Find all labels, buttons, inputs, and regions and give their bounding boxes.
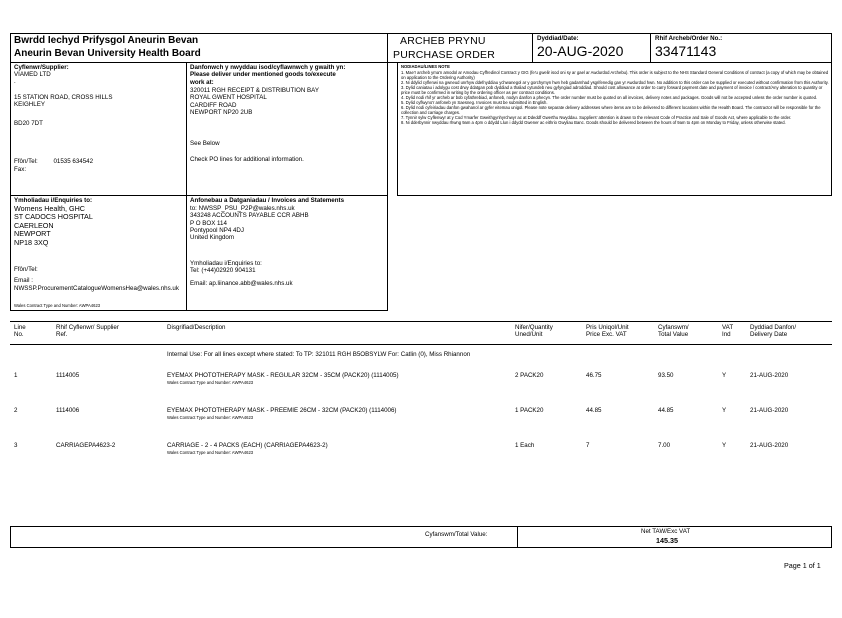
row-2-vat: Y [722, 407, 727, 414]
delivery-label-english: Please deliver under mentioned goods to/execute [190, 71, 336, 79]
invoices-label: Anfonebau a Datganiadau / Invoices and Statements [190, 197, 345, 204]
col-header-text: Line [14, 324, 26, 331]
order-number: 33471143 [655, 43, 717, 59]
supplier-line: BD20 7DT [14, 120, 43, 128]
row-2-qty: 1 PACK20 [515, 407, 544, 414]
enquiries-address [14, 205, 93, 247]
row-2-desc: EYEMAX PHOTOTHERAPY MASK - PREEMIE 26CM - 32CM (PACK20) (1114006) [167, 407, 397, 414]
col-header-qty [515, 324, 553, 339]
enquiries-email-label: Email : [14, 277, 33, 284]
col-header-vat [722, 324, 733, 339]
note-paragraph: 5. Dylid cyflwyno'r anfoneb yn Saesneg. Invoices must be submitted in English. [401, 100, 548, 105]
invoices-email[interactable]: Email: ap.liinance.abb@wales.nhs.uk [190, 279, 293, 287]
table-header-rule [10, 344, 832, 345]
supplier-phone [14, 158, 93, 165]
supplier-line: VIAMED LTD [14, 71, 51, 78]
phone-label: Ffôn/Tel: [14, 158, 38, 165]
col-header-total [658, 324, 689, 339]
org-name-welsh: Bwrdd Iechyd Prifysgol Aneurin Bevan [14, 35, 199, 46]
row-2-contract: Wales Contract Type and Number: AWPA4623 [167, 415, 254, 420]
enquiries-line: Womens Health, GHC [14, 204, 85, 213]
supplier-address [14, 71, 112, 127]
row-1-ref: 1114005 [56, 372, 80, 379]
row-1-no: 1 [14, 372, 18, 379]
order-date: 20-AUG-2020 [537, 43, 624, 59]
notes-text [401, 70, 829, 125]
supplier-line [14, 108, 112, 120]
enquiries-line: ST CADOCS HOSPITAL [14, 212, 93, 222]
note-paragraph: 2. Ni ddylid cyflenwi na gwneud unrhyw ddefnyddiau ychwanegol ar y gorchymyn hwn heb gadarnhad ysgrifenedig gan yr Awdurdod hwn. No addition to this order can be supplied or executed without confirmation from this Authority. [401, 80, 829, 85]
delivery-line: NEWPORT NP20 2UB [190, 108, 253, 116]
notes-title: NODIADAU/LINES NOTE [401, 64, 450, 69]
invoices-enq-label: Ymholiadau i/Enquiries to: [190, 260, 262, 267]
col-header-desc [167, 324, 225, 331]
supplier-fax-label: Fax: [14, 166, 27, 173]
row-1-price: 46.75 [586, 372, 602, 379]
row-2-no: 2 [14, 407, 18, 414]
net-total-value: 145.35 [656, 536, 678, 545]
delivery-label [190, 64, 345, 86]
supplier-line: KEIGHLEY [14, 100, 45, 108]
supplier-line: 15 STATION ROAD, CROSS HILLS [14, 93, 113, 101]
delivery-line: CARDIFF ROAD [190, 101, 237, 109]
org-name-english: Aneurin Bevan University Health Board [14, 48, 201, 59]
col-header-text: Total Value [658, 331, 689, 339]
note-paragraph: 8. Ni dderbynnir nwyddau rhwng 9am a 4pm o ddydd Llun i ddydd Gwener ac eithrio Gwyliau Banc. Goods should be delivered between the hours of 9am to 4pm on Monday to Friday, unless otherwise stated. [401, 120, 786, 125]
row-2-ref: 1114006 [56, 407, 80, 414]
enquiries-line: NEWPORT [14, 229, 51, 239]
totals-box [10, 526, 832, 548]
col-header-text: Ref. [56, 331, 68, 339]
invoices-enquiries [190, 260, 293, 287]
enquiries-contract-type: Wales Contract Type and Number: AWPA4623 [14, 303, 101, 308]
col-header-text: VAT [722, 324, 734, 331]
page-number: Page 1 of 1 [784, 561, 821, 570]
supplier-line: . [14, 78, 16, 86]
col-header-text: Price Exc. VAT [586, 331, 627, 339]
invoices-line: 343248 ACCOUNTS PAYABLE CCR ABHB [190, 212, 309, 220]
invoices-line: Pontypool NP4 4DJ [190, 226, 244, 234]
enquiries-line: NP18 3XQ [14, 237, 49, 247]
row-3-price: 7 [586, 442, 590, 449]
note-paragraph: 4. Dylid nodi rhif yr archeb ar bob cyfathrebiad, anfoneb, nodyn danfon a phecyn. The order number must be quoted on all invoices, delivery notes and packages. Goods will not be accepted unless the order number is quoted. [401, 95, 818, 100]
row-3-no: 3 [14, 442, 18, 449]
col-header-date [750, 324, 796, 339]
check-po-lines: Check PO lines for additional information. [190, 156, 304, 163]
row-1-date: 21-AUG-2020 [750, 372, 789, 379]
row-3-desc: CARRIAGE - 2 - 4 PACKS (EACH) (CARRIAGEPA4623-2) [167, 442, 328, 449]
row-1-desc: EYEMAX PHOTOTHERAPY MASK - REGULAR 32CM - 35CM (PACK20) (1114005) [167, 372, 399, 379]
delivery-label-welsh: Danfonwch y nwyddau isod/cyflawnwch y gwaith yn: [190, 64, 346, 71]
col-header-text: Rhif Cyflenwr/ Supplier [56, 324, 119, 331]
row-3-contract: Wales Contract Type and Number: AWPA4623 [167, 450, 254, 455]
row-3-ref: CARRIAGEPA4623-2 [56, 442, 116, 449]
note-paragraph: 1. Mae'r archeb yma'n amodol ar Amodau Cyffredinol Contract y GIG (fe'u gwelir isod oni sy ar gael ar Awdurdod Archebu). This order is subject to the NHS Standard General Conditions of contract (a copy of which may be obtained on application to the Ordering Authority) [401, 70, 829, 80]
col-header-line [14, 324, 26, 339]
col-header-text: Dyddiad Danfon/ [750, 324, 797, 331]
supplier-label: Cyflenwr/Supplier: [14, 64, 69, 71]
row-2-total: 44.85 [658, 407, 674, 414]
col-header-text: Uned/Unit [515, 331, 543, 339]
title-welsh: ARCHEB PRYNU [400, 35, 486, 47]
col-header-text: Cyfanswm/ [658, 324, 689, 331]
total-value-label: Cyfanswm/Total Value: [425, 531, 488, 538]
row-1-qty: 2 PACK20 [515, 372, 544, 379]
col-header-price [586, 324, 629, 339]
col-header-text: Delivery Date [750, 331, 788, 339]
col-header-text: Disgrifiad/Description [167, 324, 226, 331]
see-below: See Below [190, 140, 220, 147]
delivery-line: 320011 RGH RECEIPT & DISTRIBUTION BAY [190, 87, 319, 94]
note-paragraph: 6. Dylid nodi cyfeiriadau danfon gwahanol ar gyfer eitemau unigol. Please note separate delivery addresses where items are to be delivered to different locations within the Health Board. The contractor will be responsible for the collection and carriage charges. [401, 105, 821, 115]
enquiries-label: Ymholiadau i/Enquiries to: [14, 197, 93, 204]
col-header-text: Pris Uniqol/Unit [586, 324, 629, 331]
invoices-line: United Kingdom [190, 234, 235, 242]
invoices-line: to: NWSSP_PSU_P2P@wales.nhs.uk [190, 205, 295, 212]
col-header-text: Nifer/Quantity [515, 324, 553, 331]
enquiries-line: CAERLEON [14, 220, 54, 230]
net-exc-vat-label: Net TAW/Exc VAT [641, 528, 691, 535]
note-paragraph: 3. Dylid caniatau i adolygu cost drwy ddatgan pob dyddiad a thaliad cytundeb neu gyfyngiad adroddiad. Should cost allowance at order to carry forward payment date and payment of invoice / contract/Any alteration to quantity or price must be confirmed in writing by the ordering officer as per contract conditions. [401, 85, 823, 95]
invoices-tel: Tel: (+44)02920 904131 [190, 267, 256, 275]
enquiries-phone-label: Ffôn/Tel: [14, 266, 38, 273]
internal-use-note: Internal Use: For all lines except where stated: To TP: 321011 RGH B5OBSYLW For: Catlin (0), Miss Rhiannon [167, 351, 471, 358]
totals-divider [517, 526, 518, 548]
order-no-label: Rhif Archeb/Order No.: [655, 35, 723, 42]
row-2-price: 44.85 [586, 407, 602, 414]
note-paragraph: 7. Tynnir sylw Cyflenwyr at y Cod Ymarfer Gweithgynhyrchwyr ac at Ddeddf Gwerthu Nwyddau. Suppliers' attention is drawn to the relevant Code of Practice and Sale of Goods Act, where applicable to the order. [401, 115, 792, 120]
phone-value: 01535 634542 [53, 158, 94, 165]
row-3-vat: Y [722, 442, 727, 449]
delivery-address [190, 87, 319, 116]
delivery-line: ROYAL GWENT HOSPITAL [190, 94, 267, 102]
col-header-ref [56, 324, 119, 339]
row-1-total: 93.50 [658, 372, 674, 379]
title-english: PURCHASE ORDER [393, 49, 495, 61]
enquiries-email[interactable]: NWSSP.ProcurementCatalogueWomensHea@wales.nhs.uk [14, 285, 179, 292]
table-top-rule [10, 321, 832, 322]
row-1-vat: Y [722, 372, 727, 379]
col-header-text: Ind [722, 331, 731, 339]
date-label: Dyddiad/Date: [537, 35, 579, 42]
col-header-text: No. [14, 331, 24, 339]
delivery-label-work: work at: [190, 78, 214, 86]
row-2-date: 21-AUG-2020 [750, 407, 789, 414]
row-1-contract: Wales Contract Type and Number: AWPA4623 [167, 380, 254, 385]
row-3-total: 7.00 [658, 442, 671, 449]
invoices-line: P O BOX 114 [190, 219, 227, 227]
row-3-date: 21-AUG-2020 [750, 442, 789, 449]
row-3-qty: 1 Each [515, 442, 535, 449]
invoices-address [190, 205, 309, 241]
